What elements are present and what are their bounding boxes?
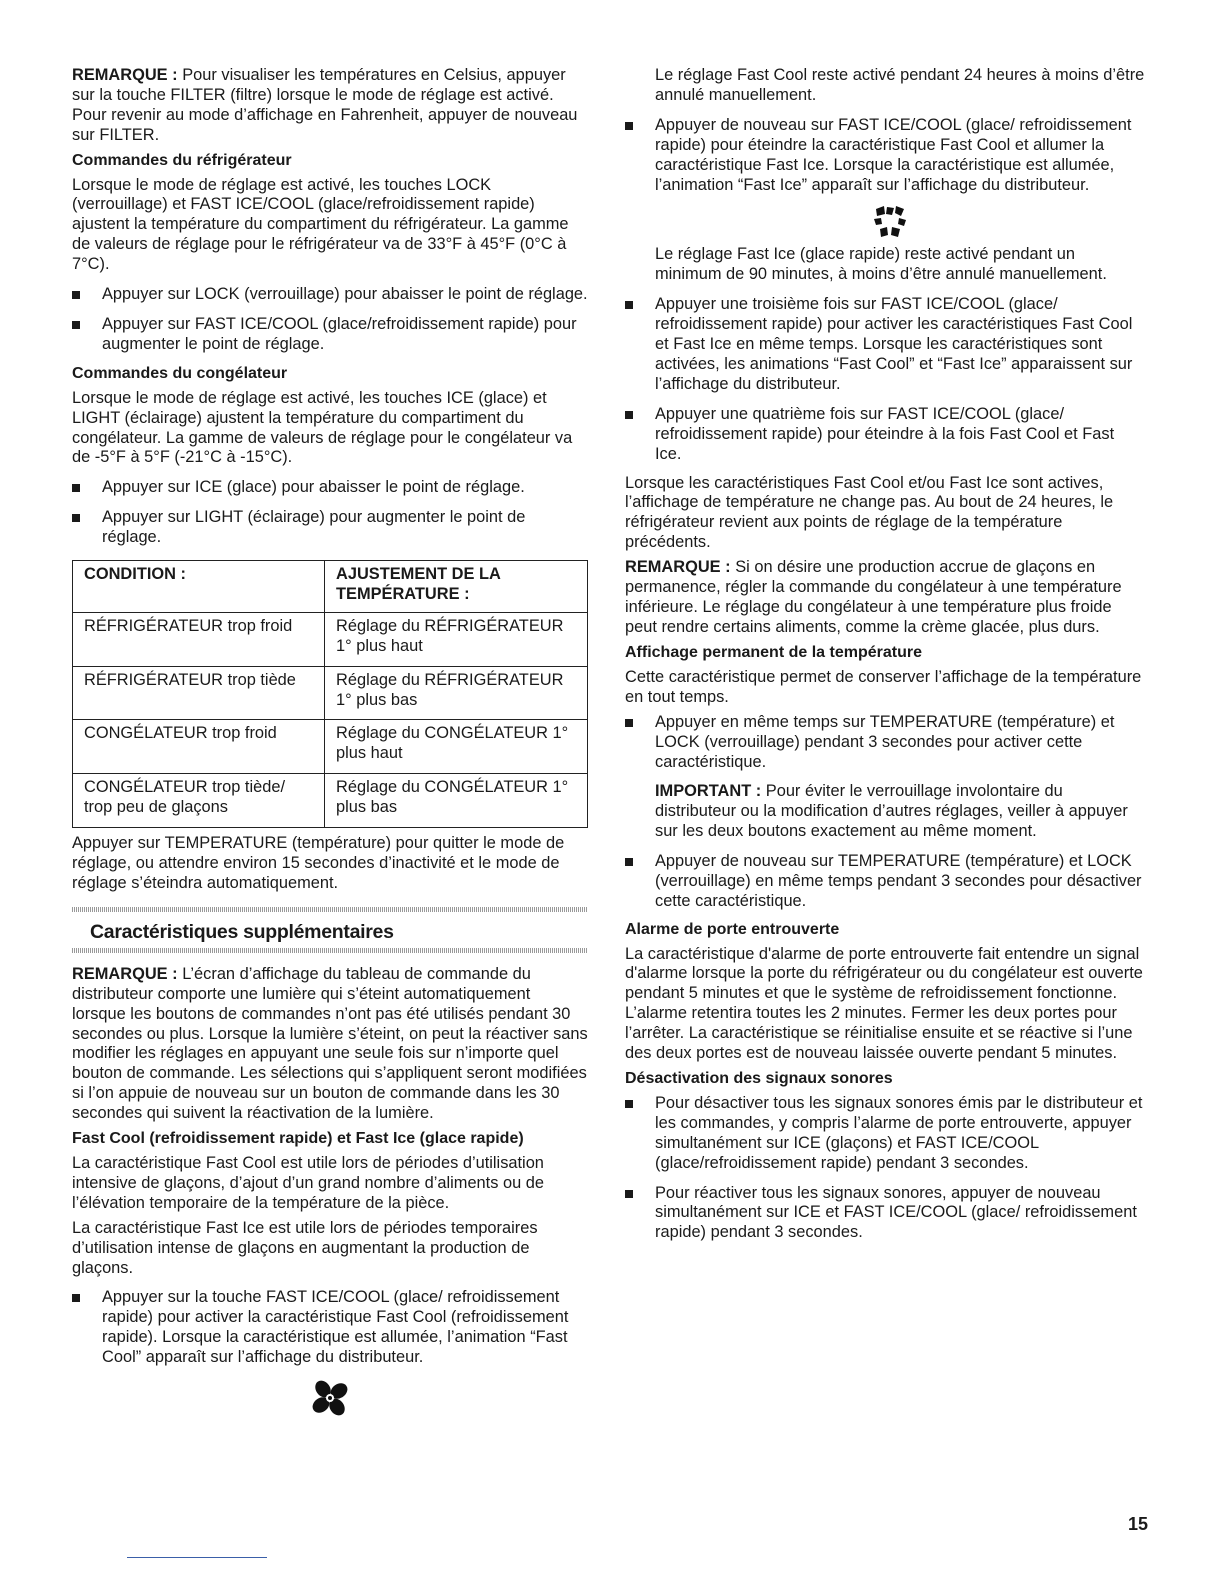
freezer-controls-text: Lorsque le mode de réglage est activé, les touches ICE (glace) et LIGHT (éclairage) ajustent la température du compartiment du congélateur. La gamme de valeurs de réglage pour le congélateur va de -5°F à 5°F (-21°C à -15°C). <box>72 388 573 467</box>
list-item: Pour réactiver tous les signaux sonores, appuyer de nouveau simultanément sur ICE et FAST ICE/COOL (glace/ refroidissement rapide) pendant 3 secondes. <box>625 1184 1145 1244</box>
fast-cool-duration: Le réglage Fast Cool reste activé pendant 24 heures à moins d’être annulé manuellement. <box>655 66 1145 104</box>
table-cell: CONGÉLATEUR trop froid <box>73 720 325 774</box>
list-item: Appuyer de nouveau sur TEMPERATURE (température) et LOCK (verrouillage) en même temps pendant 3 secondes pour désactiver cette caractéristique. <box>625 852 1145 912</box>
list-item: Appuyer sur la touche FAST ICE/COOL (glace/ refroidissement rapide) pour activer la caractéristique Fast Cool (refroidissement rapide). Lorsque la caractéristique est allumée, l’animation “Fast Cool” apparaît sur l’affichage du distributeur. <box>72 1288 588 1368</box>
footer-rule <box>127 1557 267 1558</box>
list-item: Appuyer sur ICE (glace) pour abaisser le point de réglage. <box>72 478 588 498</box>
right-column <box>625 66 1145 1243</box>
important-note: IMPORTANT : Pour éviter le verrouillage involontaire du distributeur ou la modification d’autres réglages, veiller à appuyer sur les deux boutons exactement au même moment. <box>655 782 1128 840</box>
list-item: Appuyer de nouveau sur FAST ICE/COOL (glace/ refroidissement rapide) pour éteindre la caractéristique Fast Cool et allumer la caractéristique Fast Ice. Lorsque la caractéristique est allumée, l’animation “Fast Ice” apparaît sur l’affichage du distributeur. <box>625 116 1145 196</box>
door-alarm-text: La caractéristique d'alarme de porte entrouverte fait entendre un signal d'alarme lorsque la porte du réfrigérateur ou du congélateur est ouverte pendant 5 minutes et que le système de refroidissement fonctionne. L’alarme retentira toutes les 2 minutes. Fermer les deux portes pour l’arrêter. La caractéristique se réinitialise ensuite et se réactive si l’une des deux portes est de nouveau laissée ouverte pendant 5 minutes. <box>625 944 1143 1063</box>
note-display-light: REMARQUE : L’écran d’affichage du tableau de commande du distributeur comporte une lumière qui s’éteint automatiquement lorsque les boutons de commandes n’ont pas été utilisés pendant 30 secondes ou plus. Lorsque la lumière s’éteint, on peut la réactiver sans modifier les réglages en appuyant une seule fois sur n’importe quel bouton de commande. Les sélections qui s’appliquent seront modifiées si l’on appuie de nouveau sur un bouton de commande dans les 30 secondes qui suivent la réactivation de la lumière. <box>72 964 588 1123</box>
table-cell: Réglage du CONGÉLATEUR 1° plus haut <box>325 720 588 774</box>
list-item: Appuyer en même temps sur TEMPERATURE (température) et LOCK (verrouillage) pendant 3 secondes pour activer cette caractéristique. <box>625 713 1145 773</box>
header-adjustment: AJUSTEMENT DE LA TEMPÉRATURE : <box>325 561 588 613</box>
list-item: Appuyer sur LOCK (verrouillage) pour abaisser le point de réglage. <box>72 285 588 305</box>
exit-setting-text: Appuyer sur TEMPERATURE (température) pour quitter le mode de réglage, ou attendre environ 15 secondes d’inactivité et le mode de réglage s’éteindra automatiquement. <box>72 834 565 892</box>
list-item: Appuyer une quatrième fois sur FAST ICE/COOL (glace/ refroidissement rapide) pour éteindre à la fois Fast Cool et Fast Ice. <box>625 405 1145 465</box>
freezer-controls-heading: Commandes du congélateur <box>72 364 288 382</box>
list-item: Appuyer sur FAST ICE/COOL (glace/refroidissement rapide) pour augmenter le point de réglage. <box>72 315 588 355</box>
fridge-controls-text: Lorsque le mode de réglage est activé, les touches LOCK (verrouillage) et FAST ICE/COOL (glace/refroidissement rapide) ajustent la température du compartiment du réfrigérateur. La gamme de valeurs de réglage pour le réfrigérateur va de 33°F à 45°F (0°C à 7°C). <box>72 175 569 274</box>
table-cell: Réglage du RÉFRIGÉRATEUR 1° plus haut <box>325 612 588 666</box>
table-row <box>73 612 588 666</box>
table-header-row <box>73 561 588 613</box>
fridge-controls-heading: Commandes du réfrigérateur <box>72 151 292 169</box>
fast-cool-text: La caractéristique Fast Cool est utile lors de périodes d’utilisation intensive de glaçons, d’ajout d’un grand nombre d’aliments ou de l’élévation temporaire de la température de la pièce. <box>72 1153 544 1212</box>
list-item: Appuyer sur LIGHT (éclairage) pour augmenter le point de réglage. <box>72 508 588 548</box>
list-item: Pour désactiver tous les signaux sonores émis par le distributeur et les commandes, y compris l’alarme de porte entrouverte, appuyer simultanément sur ICE (glaçons) et FAST ICE/COOL (glace/refroidissement rapide) pendant 3 secondes. <box>625 1094 1145 1174</box>
note-ice-production: REMARQUE : Si on désire une production accrue de glaçons en permanence, régler la commande du congélateur à une température inférieure. Le réglage du congélateur à une température plus froide peut rendre certains aliments, comme la crème glacée, plus durs. <box>625 558 1122 636</box>
sound-signals-heading: Désactivation des signaux sonores <box>625 1069 893 1087</box>
table-cell: CONGÉLATEUR trop tiède/ trop peu de glaçons <box>73 774 325 828</box>
ice-cubes-icon <box>870 205 910 239</box>
fast-ice-text: La caractéristique Fast Ice est utile lors de périodes temporaires d’utilisation intense de glaçons en augmentant la production de glaçons. <box>72 1218 538 1277</box>
adjustment-table <box>72 560 588 828</box>
section-divider <box>72 907 588 912</box>
header-condition: CONDITION : <box>73 561 325 613</box>
door-alarm-heading: Alarme de porte entrouverte <box>625 920 840 938</box>
section-divider <box>72 948 588 953</box>
page-number: 15 <box>1127 1514 1148 1534</box>
fan-icon <box>310 1378 350 1418</box>
temperature-display-text: Cette caractéristique permet de conserver l’affichage de la température en tout temps. <box>625 667 1142 706</box>
table-row <box>73 774 588 828</box>
table-cell: RÉFRIGÉRATEUR trop tiède <box>73 666 325 720</box>
table-cell: Réglage du RÉFRIGÉRATEUR 1° plus bas <box>325 666 588 720</box>
table-cell: RÉFRIGÉRATEUR trop froid <box>73 612 325 666</box>
note-celsius: REMARQUE : Pour visualiser les températures en Celsius, appuyer sur la touche FILTER (filtre) lorsque le mode de réglage est activé. Pour revenir au mode d’affichage en Fahrenheit, appuyer de nouveau sur FILTER. <box>72 66 578 144</box>
temperature-display-heading: Affichage permanent de la température <box>625 643 922 661</box>
left-column <box>72 66 588 1418</box>
table-cell: Réglage du CONGÉLATEUR 1° plus bas <box>325 774 588 828</box>
table-row <box>73 666 588 720</box>
list-item: Appuyer une troisième fois sur FAST ICE/COOL (glace/ refroidissement rapide) pour activer les caractéristiques Fast Cool et Fast Ice en même temps. Lorsque les caractéristiques sont activées, les animations “Fast Cool” et “Fast Ice” apparaissent sur l’affichage du distributeur. <box>625 295 1145 395</box>
active-features-text: Lorsque les caractéristiques Fast Cool et/ou Fast Ice sont actives, l’affichage de température ne change pas. Au bout de 24 heures, le réfrigérateur revient aux points de réglage de la température précédents. <box>625 473 1114 552</box>
fast-ice-duration: Le réglage Fast Ice (glace rapide) reste activé pendant un minimum de 90 minutes, à moins d’être annulé manuellement. <box>655 245 1107 284</box>
section-title: Caractéristiques supplémentaires <box>90 920 394 943</box>
fast-cool-ice-heading: Fast Cool (refroidissement rapide) et Fast Ice (glace rapide) <box>72 1130 524 1148</box>
table-row <box>73 720 588 774</box>
